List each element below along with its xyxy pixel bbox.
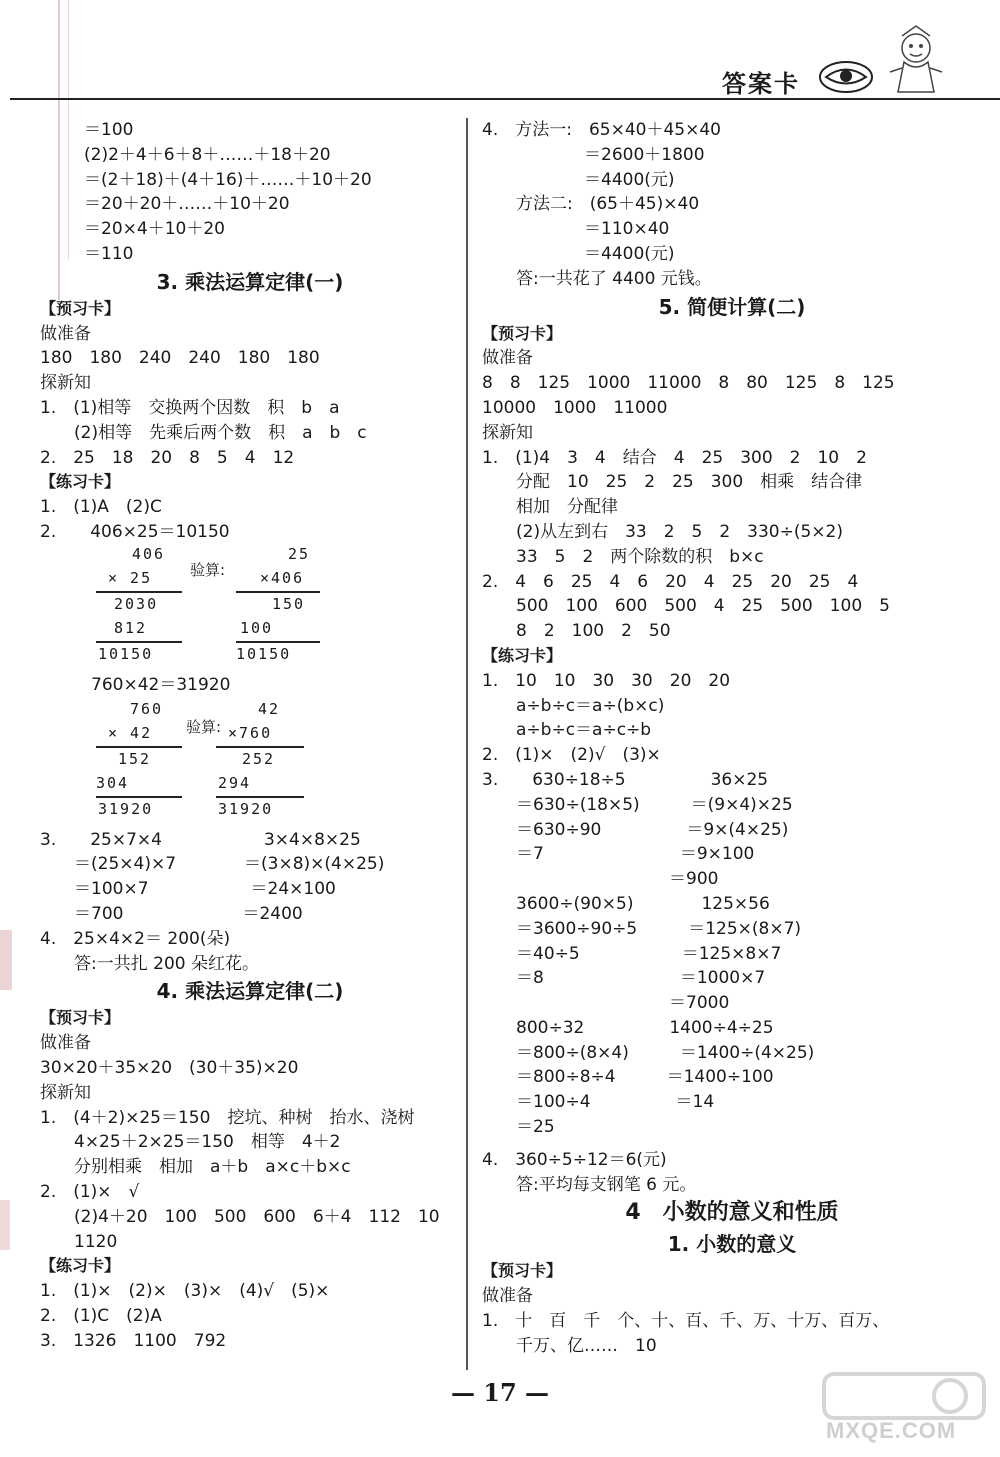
text-line: 1. 10 10 30 30 20 20 <box>482 670 731 691</box>
text-line: 3. 630÷18÷5 36×25 <box>482 769 769 790</box>
text-line: ＝700 ＝2400 <box>40 903 303 924</box>
text-line: 8 8 125 1000 11000 8 80 125 8 125 <box>482 373 895 394</box>
calc-rule <box>236 591 320 593</box>
eye-logo-icon <box>818 60 874 94</box>
mascot-illustration-icon <box>880 22 952 102</box>
text-line: 10000 1000 11000 <box>482 397 668 418</box>
text-line: 探新知 <box>482 422 533 443</box>
text-line: 4. 360÷5÷12＝6(元) <box>482 1149 667 1170</box>
text-line: 1120 <box>40 1231 118 1252</box>
check-label: 验算: <box>190 560 226 579</box>
text-line: (2)相等 先乘后两个数 积 a b c <box>40 422 367 443</box>
text-line: 分别相乘 相加 a＋b a×c＋b×c <box>40 1157 351 1178</box>
calc-rule <box>216 796 304 798</box>
text-line: 1. (1)× (2)× (3)× (4)√ (5)× <box>40 1281 330 1302</box>
text-line: ＝900 <box>482 869 719 890</box>
text-line: ＝630÷90 ＝9×(4×25) <box>482 819 789 840</box>
text-line: ＝40÷5 ＝125×8×7 <box>482 943 782 964</box>
multiplier: ×760 <box>228 723 273 742</box>
partial-product: 304 <box>96 773 130 792</box>
text-line: ＝(25×4)×7 ＝(3×8)×(4×25) <box>40 854 385 875</box>
partial-product: 152 <box>118 749 152 768</box>
text-line: (2)2＋4＋6＋8＋……＋18＋20 <box>84 144 331 165</box>
text-line: ＝20＋20＋……＋10＋20 <box>84 194 290 215</box>
partial-product: 150 <box>272 594 306 613</box>
header-rule <box>10 98 1000 100</box>
text-line: 千万、亿…… 10 <box>482 1335 657 1356</box>
calc-rule <box>216 746 304 748</box>
page-number: — 17 — <box>450 1378 550 1407</box>
text-line: ＝7 ＝9×100 <box>482 844 755 865</box>
text-line: 2. 4 6 25 4 6 20 4 25 20 25 4 <box>482 571 859 592</box>
section-body <box>40 297 460 545</box>
multiplicand: 25 <box>288 544 311 563</box>
section-heading: 4. 乘法运算定律(二) <box>156 979 344 1004</box>
text-line: ＝100×7 ＝24×100 <box>40 879 336 900</box>
text-line: ＝800÷(8×4) ＝1400÷(4×25) <box>482 1042 815 1063</box>
text-line: 答:一共花了 4400 元钱。 <box>482 268 712 289</box>
calc-rule <box>96 641 182 643</box>
check-label: 验算: <box>186 717 222 736</box>
section-heading: 5. 简便计算(二) <box>658 294 806 319</box>
text-line: 2. 25 18 20 8 5 4 12 <box>40 447 295 468</box>
multiplier: × 25 <box>108 568 153 587</box>
text-line: 500 100 600 500 4 25 500 100 5 <box>482 596 890 617</box>
text-line: 4×25＋2×25＝150 相等 4＋2 <box>40 1132 341 1153</box>
text-line: ＝110 <box>84 243 134 264</box>
section-body <box>482 118 982 292</box>
text-line: ＝100÷4 ＝14 <box>482 1092 715 1113</box>
calc-rule <box>236 641 320 643</box>
multiplicand: 42 <box>258 699 281 718</box>
multiplicand: 406 <box>132 544 166 563</box>
continued-calculation <box>40 118 460 267</box>
text-line: ＝110×40 <box>482 219 670 240</box>
text-line: ＝3600÷90÷5 ＝125×(8×7) <box>482 918 802 939</box>
text-line: ＝4400(元) <box>482 243 675 264</box>
section-body <box>40 1006 460 1353</box>
text-line: 方法二: (65＋45)×40 <box>482 194 700 215</box>
text-line: a÷b÷c＝a÷(b×c) <box>482 695 665 716</box>
text-line: 答:平均每支钢笔 6 元。 <box>482 1174 697 1195</box>
watermark-text: MXQE.COM <box>826 1418 957 1443</box>
text-line: ＝100 <box>84 120 134 140</box>
text-line: (2)4＋20 100 500 600 6＋4 112 10 <box>40 1206 440 1227</box>
text-line: 3. 25×7×4 3×4×8×25 <box>40 829 361 850</box>
text-line <box>482 1140 982 1148</box>
card-label: 【预习卡】 <box>482 323 563 343</box>
page-edge-mark <box>0 1200 10 1250</box>
calc-rule <box>96 591 182 593</box>
text-line: 做准备 <box>40 323 91 344</box>
text-line: 30×20＋35×20 (30＋35)×20 <box>40 1057 299 1078</box>
multiplier: ×406 <box>260 568 305 587</box>
text-line: 4. 25×4×2＝ 200(朵) <box>40 928 231 949</box>
text-line: ＝2600＋1800 <box>482 144 705 165</box>
text-line: 1. (1)A (2)C <box>40 497 162 518</box>
text-line: 做准备 <box>482 1286 533 1307</box>
vertical-multiplication <box>40 698 460 828</box>
product: 10150 <box>236 644 292 663</box>
partial-product: 812 <box>114 618 148 637</box>
multiplier: × 42 <box>108 723 153 742</box>
text-line: 33 5 2 两个除数的积 b×c <box>482 546 764 567</box>
text-line: 相加 分配律 <box>482 497 618 518</box>
text-line: 2. (1)× √ <box>40 1181 140 1202</box>
multiplicand: 760 <box>130 699 164 718</box>
product: 31920 <box>218 799 274 818</box>
page-edge-mark <box>0 930 12 990</box>
card-label: 【预习卡】 <box>482 1261 563 1281</box>
partial-product: 294 <box>218 773 252 792</box>
text-line: 2. (1)× (2)√ (3)× <box>482 745 661 766</box>
left-column <box>40 118 460 1353</box>
text-line: (2)从左到右 33 2 5 2 330÷(5×2) <box>482 521 843 542</box>
text-line: ＝(2＋18)＋(4＋16)＋……＋10＋20 <box>84 169 372 190</box>
section-body <box>482 1259 982 1358</box>
product: 10150 <box>98 644 154 663</box>
section-heading: 1. 小数的意义 <box>667 1232 797 1257</box>
card-label: 【练习卡】 <box>482 645 563 665</box>
text-line: ＝630÷(18×5) ＝(9×4)×25 <box>482 794 793 815</box>
right-column <box>482 118 982 1359</box>
text-line: 1. (1)相等 交换两个因数 积 b a <box>40 397 340 418</box>
column-divider <box>466 118 468 1370</box>
text-line: a÷b÷c＝a÷c÷b <box>482 720 652 741</box>
text-line: 1. (1)4 3 4 结合 4 25 300 2 10 2 <box>482 447 867 468</box>
text-line: ＝25 <box>482 1117 555 1138</box>
text-line: 4. 方法一: 65×40＋45×40 <box>482 120 721 140</box>
section-body <box>482 322 982 1198</box>
text-line: ＝7000 <box>482 993 730 1014</box>
text-line: 答:一共扎 200 朵红花。 <box>40 953 259 974</box>
card-label: 【预习卡】 <box>40 1008 121 1028</box>
text-line: 180 180 240 240 180 180 <box>40 348 320 369</box>
section-body <box>40 828 460 977</box>
text-line: 800÷32 1400÷4÷25 <box>482 1017 774 1038</box>
text-line: 做准备 <box>40 1033 91 1054</box>
header-title: 答案卡 <box>722 70 800 98</box>
text-line: 1. (4＋2)×25＝150 挖坑、种树 抬水、浇树 <box>40 1107 415 1128</box>
card-label: 【预习卡】 <box>40 298 121 318</box>
text-line: 分配 10 25 2 25 300 相乘 结合律 <box>482 472 863 493</box>
calc-rule <box>96 796 182 798</box>
text-line: 2. 406×25＝10150 <box>40 521 230 542</box>
text-line: ＝4400(元) <box>482 169 675 190</box>
text-line: 做准备 <box>482 348 533 369</box>
text-line: ＝20×4＋10＋20 <box>84 219 225 240</box>
calc-rule <box>96 746 182 748</box>
text-line: 8 2 100 2 50 <box>482 621 671 642</box>
card-label: 【练习卡】 <box>40 472 121 492</box>
text-line: 760×42＝31920 <box>40 674 231 695</box>
text-line: ＝800÷8÷4 ＝1400÷100 <box>482 1067 774 1088</box>
text-line: 探新知 <box>40 1082 91 1103</box>
text-line: 1. 十 百 千 个、十、百、千、万、十万、百万、 <box>482 1311 890 1332</box>
text-line: 探新知 <box>40 373 91 394</box>
text-line: 3. 1326 1100 792 <box>40 1330 227 1351</box>
text-line: 2. (1)C (2)A <box>40 1305 162 1326</box>
text-line: 3600÷(90×5) 125×56 <box>482 893 770 914</box>
partial-product: 2030 <box>114 594 159 613</box>
vertical-multiplication <box>40 545 460 673</box>
section-heading: 3. 乘法运算定律(一) <box>156 269 344 294</box>
partial-product: 100 <box>240 618 274 637</box>
chapter-heading: 4 小数的意义和性质 <box>625 1200 839 1226</box>
text-line: ＝8 ＝1000×7 <box>482 968 766 989</box>
card-label: 【练习卡】 <box>40 1256 121 1276</box>
product: 31920 <box>98 799 154 818</box>
partial-product: 252 <box>242 749 276 768</box>
